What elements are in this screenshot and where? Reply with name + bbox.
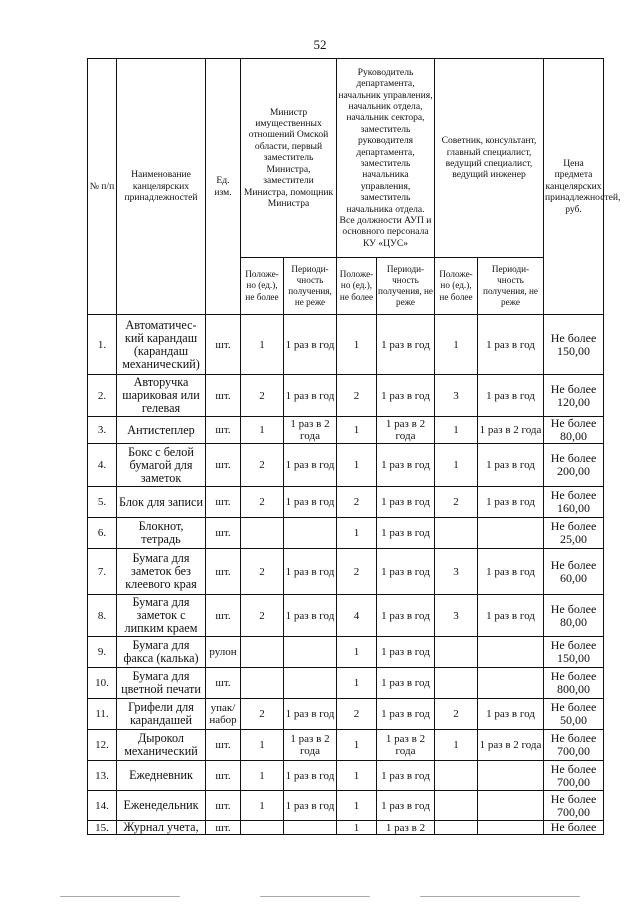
item-name: Бокс с белой бумагой для заметок — [117, 444, 206, 487]
period-specialist: 1 раз в год — [478, 595, 544, 637]
unit-of-measure: шт. — [206, 730, 241, 761]
qty-head: 2 — [337, 699, 377, 730]
table-row — [88, 699, 604, 730]
price-limit: Не более 120,00 — [544, 375, 604, 417]
price-limit: Не более 25,00 — [544, 518, 604, 549]
period-head: 1 раз в год — [377, 761, 435, 791]
row-number: 6. — [88, 518, 117, 549]
price-limit: Не более 800,00 — [544, 668, 604, 699]
price-limit: Не более 80,00 — [544, 417, 604, 444]
row-number: 1. — [88, 315, 117, 375]
item-name: Бумага для цветной печати — [117, 668, 206, 699]
qty-head: 1 — [337, 668, 377, 699]
period-head: 1 раз в год — [377, 791, 435, 821]
table-row — [88, 637, 604, 668]
price-limit: Не более 200,00 — [544, 444, 604, 487]
unit-of-measure: шт. — [206, 518, 241, 549]
table-row — [88, 375, 604, 417]
period-minister: 1 раз в год — [284, 791, 337, 821]
period-minister: 1 раз в год — [284, 487, 337, 518]
period-specialist: 1 раз в 2 года — [478, 730, 544, 761]
table-row — [88, 730, 604, 761]
qty-minister: 2 — [241, 444, 284, 487]
table-row — [88, 791, 604, 821]
period-head: 1 раз в год — [377, 668, 435, 699]
price-limit: Не более 80,00 — [544, 595, 604, 637]
qty-minister: 1 — [241, 417, 284, 444]
qty-specialist: 1 — [435, 730, 478, 761]
qty-minister — [241, 518, 284, 549]
table-row — [88, 487, 604, 518]
period-head: 1 раз в 2 — [377, 821, 435, 835]
item-name: Еженедельник — [117, 791, 206, 821]
table-row — [88, 518, 604, 549]
qty-minister: 2 — [241, 549, 284, 595]
qty-minister: 1 — [241, 761, 284, 791]
period-specialist: 1 раз в год — [478, 699, 544, 730]
period-specialist — [478, 518, 544, 549]
period-head: 1 раз в год — [377, 487, 435, 518]
row-number: 14. — [88, 791, 117, 821]
header-num: № п/п — [88, 59, 117, 315]
qty-head: 1 — [337, 417, 377, 444]
item-name: Автоматичес-кий карандаш (карандаш механический) — [117, 315, 206, 375]
scan-edge-line — [60, 896, 180, 897]
period-minister: 1 раз в год — [284, 444, 337, 487]
qty-head: 1 — [337, 315, 377, 375]
row-number: 10. — [88, 668, 117, 699]
qty-specialist — [435, 821, 478, 835]
scan-edge-line — [420, 896, 580, 897]
qty-minister — [241, 668, 284, 699]
qty-head: 1 — [337, 444, 377, 487]
qty-head: 2 — [337, 549, 377, 595]
qty-specialist: 3 — [435, 595, 478, 637]
item-name: Антистеплер — [117, 417, 206, 444]
scan-edge-line — [260, 896, 370, 897]
header-unit: Ед. изм. — [206, 59, 241, 315]
qty-minister: 2 — [241, 595, 284, 637]
period-minister: 1 раз в 2 года — [284, 730, 337, 761]
page-number: 52 — [313, 37, 327, 52]
period-specialist: 1 раз в год — [478, 315, 544, 375]
period-specialist: 1 раз в год — [478, 549, 544, 595]
qty-minister: 2 — [241, 487, 284, 518]
period-head: 1 раз в год — [377, 315, 435, 375]
qty-specialist — [435, 791, 478, 821]
qty-specialist: 3 — [435, 549, 478, 595]
supply-norms-table — [87, 58, 621, 835]
qty-minister: 2 — [241, 375, 284, 417]
header-group-head: Руководитель департамента, начальник управления, начальник отдела, начальник сектора, заместитель руководителя департамента, заместитель начальника управления, заместитель начальника отдела. Все должности АУП и основного персонала КУ «ЦУС» — [337, 59, 435, 258]
subheader-period: Периоди-чность получения, не реже — [284, 258, 337, 315]
row-number: 8. — [88, 595, 117, 637]
qty-minister: 1 — [241, 730, 284, 761]
period-specialist: 1 раз в год — [478, 487, 544, 518]
subheader-period: Периоди-чность получения, не реже — [478, 258, 544, 315]
period-specialist — [478, 821, 544, 835]
item-name: Авторучка шариковая или гелевая — [117, 375, 206, 417]
qty-specialist: 2 — [435, 487, 478, 518]
period-specialist — [478, 791, 544, 821]
qty-specialist — [435, 668, 478, 699]
unit-of-measure: шт. — [206, 375, 241, 417]
period-head: 1 раз в год — [377, 518, 435, 549]
item-name: Бумага для факса (калька) — [117, 637, 206, 668]
table-row — [88, 668, 604, 699]
period-minister: 1 раз в год — [284, 761, 337, 791]
period-specialist: 1 раз в 2 года — [478, 417, 544, 444]
price-limit: Не более — [544, 821, 604, 835]
subheader-qty: Положе-но (ед.), не более — [241, 258, 284, 315]
item-name: Дырокол механический — [117, 730, 206, 761]
qty-head: 1 — [337, 518, 377, 549]
period-head: 1 раз в год — [377, 699, 435, 730]
row-number: 11. — [88, 699, 117, 730]
qty-specialist — [435, 637, 478, 668]
qty-specialist: 2 — [435, 699, 478, 730]
unit-of-measure: шт. — [206, 761, 241, 791]
subheader-period: Периоди-чность получения, не реже — [377, 258, 435, 315]
unit-of-measure: шт. — [206, 668, 241, 699]
row-number: 5. — [88, 487, 117, 518]
unit-of-measure: шт. — [206, 487, 241, 518]
period-head: 1 раз в год — [377, 595, 435, 637]
row-number: 4. — [88, 444, 117, 487]
qty-specialist — [435, 761, 478, 791]
qty-specialist: 1 — [435, 444, 478, 487]
unit-of-measure: рулон — [206, 637, 241, 668]
item-name: Блокнот, тетрадь — [117, 518, 206, 549]
period-head: 1 раз в год — [377, 637, 435, 668]
unit-of-measure: шт. — [206, 821, 241, 835]
unit-of-measure: шт. — [206, 791, 241, 821]
price-limit: Не более 160,00 — [544, 487, 604, 518]
qty-head: 1 — [337, 730, 377, 761]
qty-head: 4 — [337, 595, 377, 637]
qty-specialist: 3 — [435, 375, 478, 417]
table-row — [88, 417, 604, 444]
header-group-specialist: Советник, консультант, главный специалист, ведущий специалист, ведущий инженер — [435, 59, 544, 258]
qty-minister: 1 — [241, 315, 284, 375]
table-body — [88, 315, 604, 835]
item-name: Ежедневник — [117, 761, 206, 791]
qty-specialist: 1 — [435, 417, 478, 444]
period-minister: 1 раз в год — [284, 315, 337, 375]
period-head: 1 раз в год — [377, 549, 435, 595]
row-number: 12. — [88, 730, 117, 761]
price-limit: Не более 700,00 — [544, 761, 604, 791]
subheader-qty: Положе-но (ед.), не более — [337, 258, 377, 315]
qty-head: 2 — [337, 375, 377, 417]
period-specialist — [478, 668, 544, 699]
unit-of-measure: упак/набор — [206, 699, 241, 730]
price-limit: Не более 700,00 — [544, 791, 604, 821]
period-specialist: 1 раз в год — [478, 444, 544, 487]
qty-head: 1 — [337, 821, 377, 835]
qty-head: 1 — [337, 761, 377, 791]
qty-minister — [241, 821, 284, 835]
period-minister — [284, 518, 337, 549]
period-head: 1 раз в год — [377, 375, 435, 417]
item-name: Бумага для заметок с липким краем — [117, 595, 206, 637]
qty-minister: 1 — [241, 791, 284, 821]
qty-head: 1 — [337, 637, 377, 668]
row-number: 2. — [88, 375, 117, 417]
item-name: Грифели для карандашей — [117, 699, 206, 730]
table-row — [88, 821, 604, 835]
period-head: 1 раз в 2 года — [377, 730, 435, 761]
period-minister: 1 раз в год — [284, 375, 337, 417]
period-specialist — [478, 637, 544, 668]
price-limit: Не более 60,00 — [544, 549, 604, 595]
period-minister: 1 раз в год — [284, 549, 337, 595]
period-minister: 1 раз в год — [284, 595, 337, 637]
unit-of-measure: шт. — [206, 444, 241, 487]
item-name: Блок для записи — [117, 487, 206, 518]
qty-specialist: 1 — [435, 315, 478, 375]
price-limit: Не более 700,00 — [544, 730, 604, 761]
row-number: 3. — [88, 417, 117, 444]
header-name: Наименование канцелярских принадлежностей — [117, 59, 206, 315]
item-name: Бумага для заметок без клеевого края — [117, 549, 206, 595]
table-row — [88, 761, 604, 791]
unit-of-measure: шт. — [206, 595, 241, 637]
period-head: 1 раз в год — [377, 444, 435, 487]
qty-specialist — [435, 518, 478, 549]
item-name: Журнал учета, — [117, 821, 206, 835]
period-specialist — [478, 761, 544, 791]
period-minister — [284, 821, 337, 835]
qty-head: 2 — [337, 487, 377, 518]
table-row — [88, 595, 604, 637]
period-minister — [284, 637, 337, 668]
period-minister — [284, 668, 337, 699]
period-head: 1 раз в 2 года — [377, 417, 435, 444]
header-price: Цена предмета канцелярских принадлежностей, руб. — [544, 59, 604, 315]
table-row — [88, 549, 604, 595]
qty-minister — [241, 637, 284, 668]
unit-of-measure: шт. — [206, 315, 241, 375]
qty-minister: 2 — [241, 699, 284, 730]
subheader-qty: Положе-но (ед.), не более — [435, 258, 478, 315]
row-number: 15. — [88, 821, 117, 835]
period-specialist: 1 раз в год — [478, 375, 544, 417]
price-limit: Не более 50,00 — [544, 699, 604, 730]
unit-of-measure: шт. — [206, 549, 241, 595]
table-row — [88, 315, 604, 375]
qty-head: 1 — [337, 791, 377, 821]
period-minister: 1 раз в год — [284, 699, 337, 730]
price-limit: Не более 150,00 — [544, 315, 604, 375]
price-limit: Не более 150,00 — [544, 637, 604, 668]
row-number: 7. — [88, 549, 117, 595]
table-row — [88, 444, 604, 487]
period-minister: 1 раз в 2 года — [284, 417, 337, 444]
row-number: 13. — [88, 761, 117, 791]
row-number: 9. — [88, 637, 117, 668]
unit-of-measure: шт. — [206, 417, 241, 444]
header-group-minister: Министр имущественных отношений Омской области, первый заместитель Министра, заместители Министра, помощник Министра — [241, 59, 337, 258]
